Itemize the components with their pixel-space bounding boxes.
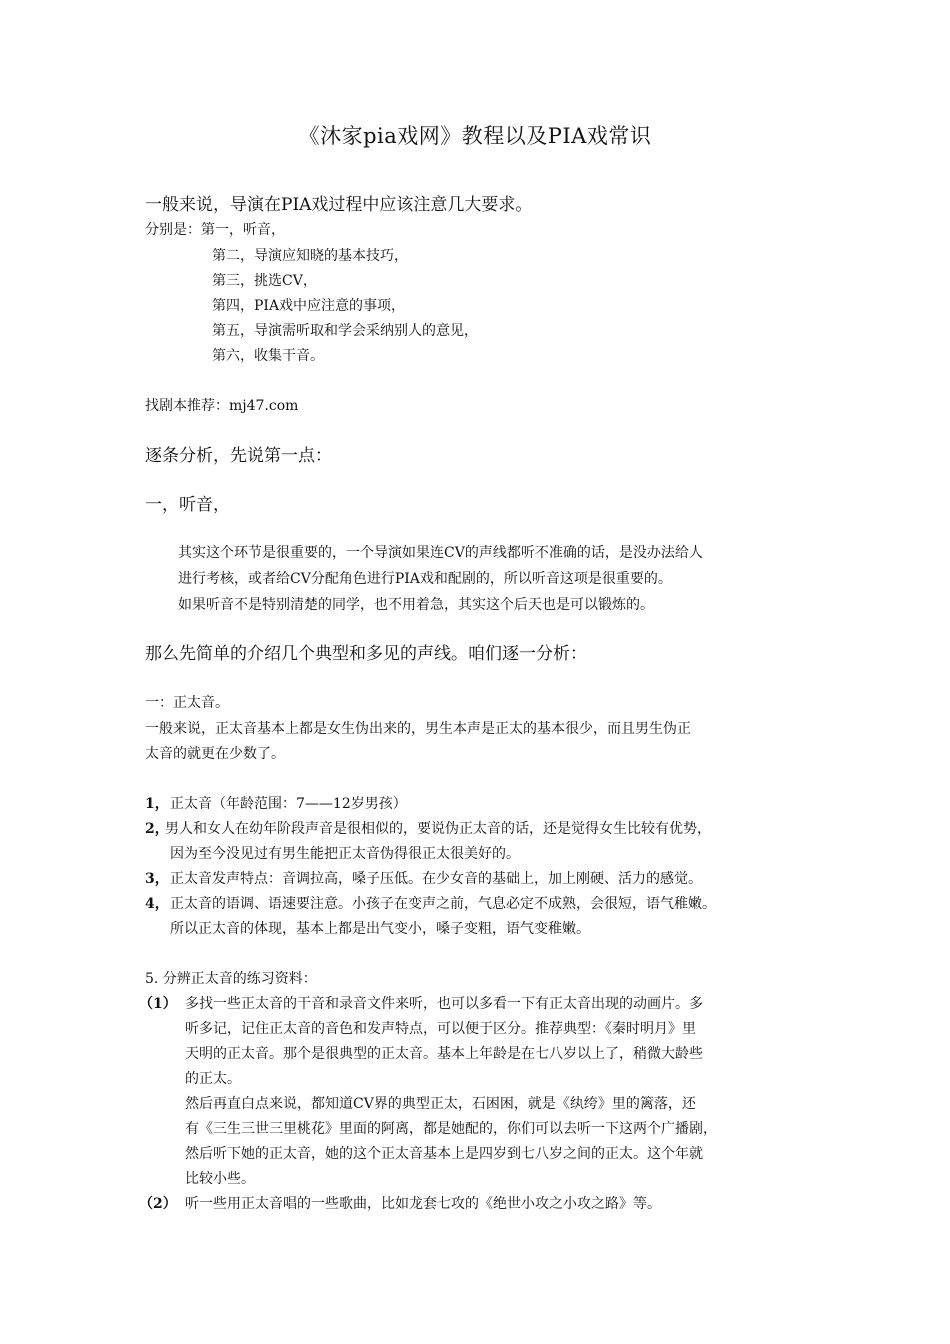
requirement-6: 第六，收集干音。 xyxy=(212,348,324,364)
practice-1-line-5: 然后再直白点来说，都知道CV界的典型正太，石困困，就是《纨绔》里的篱落，还 xyxy=(185,1096,696,1112)
point-2-text-line-1: 男人和女人在幼年阶段声音是很相似的，要说伪正太音的话，还是觉得女生比较有优势， xyxy=(165,821,711,837)
point-4-text-line-1: 正太音的语调、语速要注意。小孩子在变声之前，气息必定不成熟，会很短，语气稚嫩。 xyxy=(170,896,716,912)
practice-1-label: （1） xyxy=(139,996,177,1012)
script-recommendation: 找剧本推荐：mj47.com xyxy=(145,398,299,414)
practice-1-line-2: 听多记，记住正太音的音色和发声特点，可以便于区分。推荐典型：《秦时明月》里 xyxy=(185,1021,696,1037)
zhengtai-heading: 一：正太音。 xyxy=(145,695,229,711)
practice-1-line-6: 有《三生三世三里桃花》里面的阿离，都是她配的，你们可以去听一下这两个广播剧， xyxy=(185,1121,717,1137)
requirement-4: 第四，PIA戏中应注意的事项， xyxy=(212,298,406,314)
point-1-number: 1， xyxy=(145,796,169,812)
paragraph-1-line-1: 其实这个环节是很重要的，一个导演如果连CV的声线都听不准确的话，是没办法给人 xyxy=(178,545,703,561)
requirement-1: 分别是：第一，听音， xyxy=(145,222,285,238)
point-1-text: 正太音（年龄范围：7——12岁男孩） xyxy=(170,796,407,812)
practice-1-line-1: 多找一些正太音的干音和录音文件来听，也可以多看一下有正太音出现的动画片。多 xyxy=(185,996,703,1012)
point-4-text-line-2: 所以正太音的体现，基本上都是出气变小，嗓子变粗，语气变稚嫩。 xyxy=(170,921,590,937)
practice-1-line-4: 的正太。 xyxy=(185,1071,241,1087)
section-one-heading: 一，听音， xyxy=(145,495,230,515)
voice-intro: 那么先简单的介绍几个典型和多见的声线。咱们逐一分析： xyxy=(145,644,587,664)
point-2-number: 2， xyxy=(145,821,169,837)
point-4-number: 4， xyxy=(145,896,169,912)
practice-1-line-3: 天明的正太音。那个是很典型的正太音。基本上年龄是在七八岁以上了，稍微大龄些 xyxy=(185,1046,703,1062)
requirement-3: 第三，挑选CV， xyxy=(212,273,317,289)
paragraph-1-line-3: 如果听音不是特别清楚的同学，也不用着急，其实这个后天也是可以锻炼的。 xyxy=(178,597,654,613)
practice-2-line: 听一些用正太音唱的一些歌曲，比如龙套七攻的《绝世小攻之小攻之路》等。 xyxy=(185,1196,661,1212)
practice-2-label: （2） xyxy=(139,1196,177,1212)
point-3-number: 3， xyxy=(145,871,169,887)
analysis-heading: 逐条分析，先说第一点： xyxy=(145,446,332,466)
practice-heading: 5. 分辨正太音的练习资料： xyxy=(145,971,317,987)
practice-1-line-8: 比较小些。 xyxy=(185,1171,255,1187)
intro-heading: 一般来说，导演在PIA戏过程中应该注意几大要求。 xyxy=(145,195,533,215)
zhengtai-intro-line-1: 一般来说，正太音基本上都是女生伪出来的，男生本声是正太的基本很少，而且男生伪正 xyxy=(145,721,691,737)
zhengtai-intro-line-2: 太音的就更在少数了。 xyxy=(145,746,285,762)
requirement-2: 第二，导演应知晓的基本技巧， xyxy=(212,248,408,264)
document-title: 《沐家pia戏网》教程以及PIA戏常识 xyxy=(298,124,652,148)
requirement-5: 第五，导演需听取和学会采纳别人的意见， xyxy=(212,323,478,339)
point-2-text-line-2: 因为至今没见过有男生能把正太音伪得很正太很美好的。 xyxy=(170,846,520,862)
point-3-text: 正太音发声特点：音调拉高，嗓子压低。在少女音的基础上，加上刚硬、活力的感觉。 xyxy=(170,871,702,887)
paragraph-1-line-2: 进行考核，或者给CV分配角色进行PIA戏和配剧的，所以听音这项是很重要的。 xyxy=(178,571,672,587)
practice-1-line-7: 然后听下她的正太音，她的这个正太音基本上是四岁到七八岁之间的正太。这个年就 xyxy=(185,1146,703,1162)
